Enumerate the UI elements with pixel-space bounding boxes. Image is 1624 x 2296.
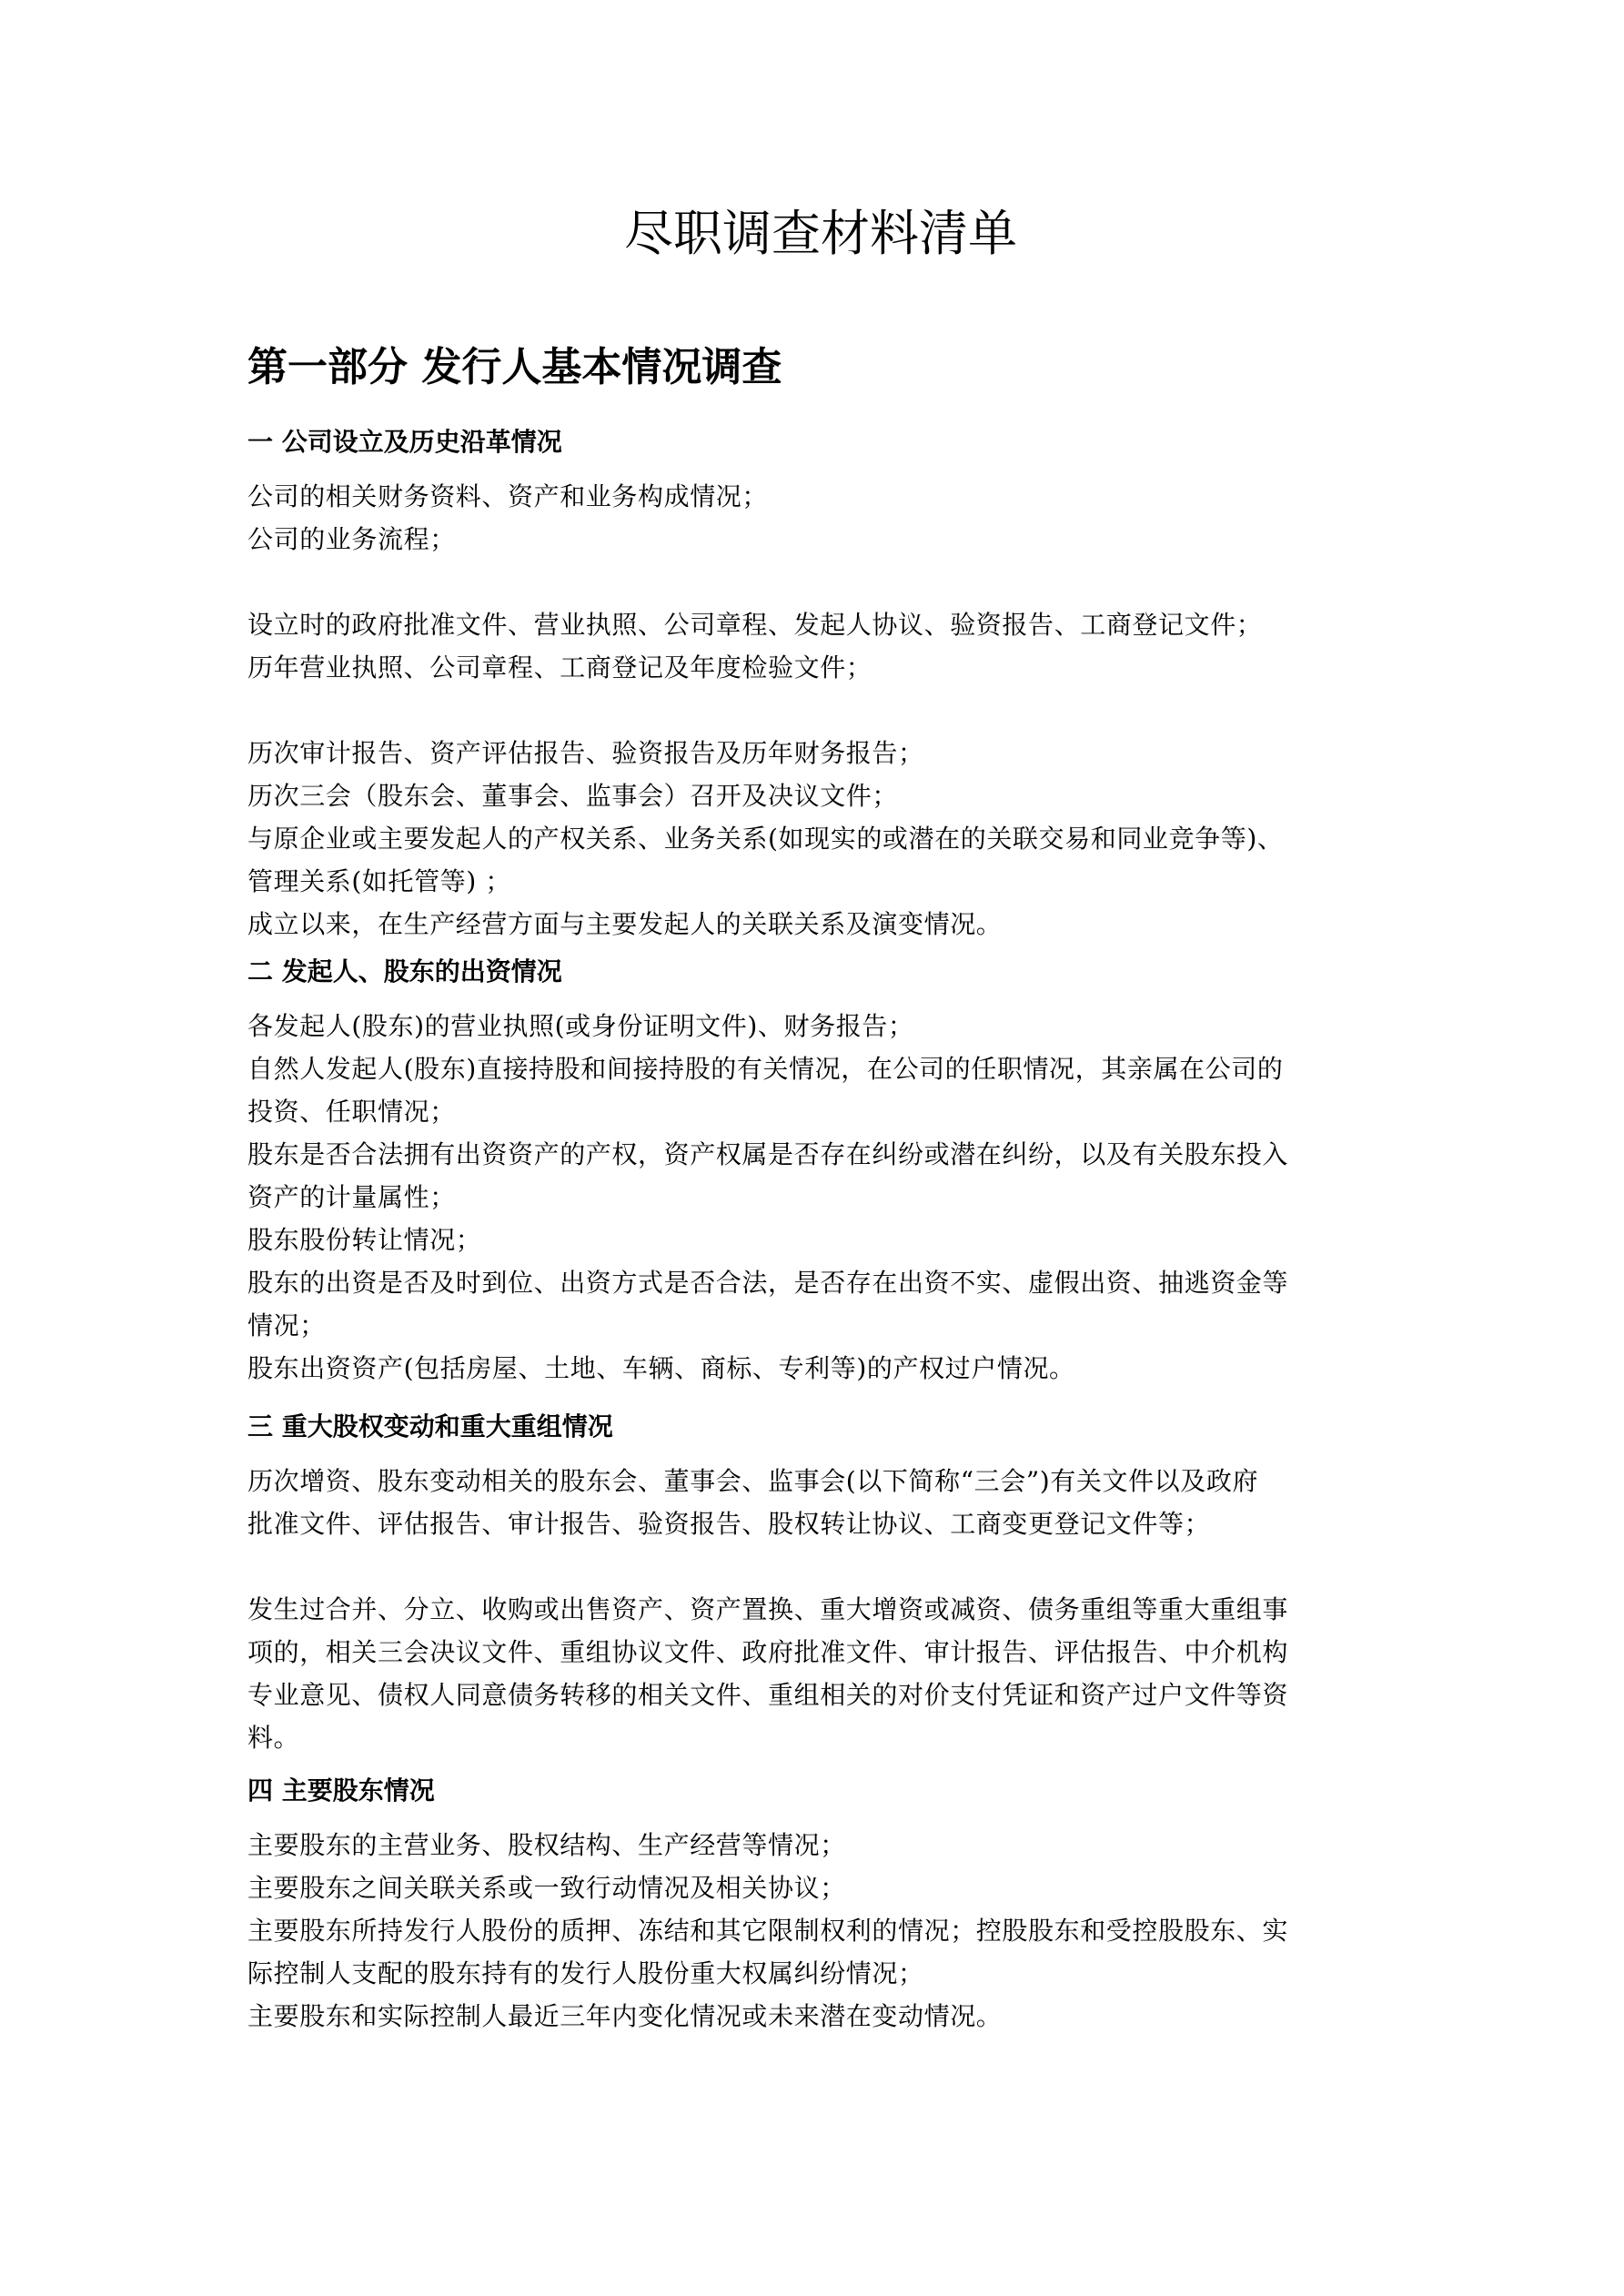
list-item: 历次三会（股东会、董事会、监事会）召开及决议文件； [247,781,899,811]
blank-line [247,561,1394,603]
list-item: 主要股东之间关联关系或一致行动情况及相关协议； [247,1873,846,1903]
list-item: 历次审计报告、资产评估报告、验资报告及历年财务报告； [247,738,924,768]
blank-line [247,1545,1394,1588]
part-title: 第一部分 发行人基本情况调查 [247,344,782,390]
section-heading: 二 发起人、股东的出资情况 [247,956,562,986]
section-body [247,1005,1394,1390]
list-item: 股东是否合法拥有出资资产的产权，资产权属是否存在纠纷或潜在纠纷，以及有关股东投入 [247,1139,1289,1169]
list-item: 主要股东的主营业务、股权结构、生产经营等情况； [247,1830,846,1860]
list-item: 管理关系(如托管等) ； [247,866,511,896]
section-body [247,1824,1394,2038]
list-item: 自然人发起人(股东)直接持股和间接持股的有关情况，在公司的任职情况，其亲属在公司的 [247,1054,1284,1084]
section-body [247,1460,1394,1759]
list-item: 料。 [247,1723,300,1753]
list-item: 各发起人(股东)的营业执照(或身份证明文件)、财务报告； [247,1011,914,1041]
list-item: 公司的相关财务资料、资产和业务构成情况； [247,481,769,511]
section-2 [247,954,1394,1390]
section-3 [247,1409,1394,1759]
section-heading: 一 公司设立及历史沿革情况 [247,427,562,457]
section-heading: 三 重大股权变动和重大重组情况 [247,1411,613,1441]
list-item: 专业意见、债权人同意债务转移的相关文件、重组相关的对价支付凭证和资产过户文件等资 [247,1680,1289,1710]
list-item: 情况； [247,1310,326,1340]
list-item: 发生过合并、分立、收购或出售资产、资产置换、重大增资或减资、债务重组等重大重组事 [247,1594,1289,1624]
list-item: 资产的计量属性； [247,1182,456,1212]
list-item: 际控制人支配的股东持有的发行人股份重大权属纠纷情况； [247,1958,924,1988]
list-item: 主要股东所持发行人股份的质押、冻结和其它限制权利的情况；控股股东和受控股股东、实 [247,1916,1289,1946]
list-item: 项的，相关三会决议文件、重组协议文件、政府批准文件、审计报告、评估报告、中介机构 [247,1637,1289,1667]
list-item: 股东股份转让情况； [247,1225,482,1255]
list-item: 成立以来，在生产经营方面与主要发起人的关联关系及演变情况。 [247,909,1003,939]
list-item: 股东出资资产(包括房屋、土地、车辆、商标、专利等)的产权过户情况。 [247,1353,1075,1383]
list-item: 投资、任职情况； [247,1097,456,1127]
list-item: 历年营业执照、公司章程、工商登记及年度检验文件； [247,652,873,683]
section-1 [247,424,1394,946]
list-item: 历次增资、股东变动相关的股东会、董事会、监事会(以下简称“三会”)有关文件以及政府 [247,1466,1259,1496]
list-item: 设立时的政府批准文件、营业执照、公司章程、发起人协议、验资报告、工商登记文件； [247,610,1263,640]
section-body [247,475,1394,946]
section-heading: 四 主要股东情况 [247,1775,435,1805]
list-item: 公司的业务流程； [247,524,456,554]
list-item: 批准文件、评估报告、审计报告、验资报告、股权转让协议、工商变更登记文件等； [247,1509,1211,1539]
document-title: 尽职调查材料清单 [624,205,1017,262]
list-item: 与原企业或主要发起人的产权关系、业务关系(如现实的或潜在的关联交易和同业竞争等)、 [247,824,1284,854]
list-item: 主要股东和实际控制人最近三年内变化情况或未来潜在变动情况。 [247,2001,1003,2031]
blank-line [247,689,1394,732]
list-item: 股东的出资是否及时到位、出资方式是否合法，是否存在出资不实、虚假出资、抽逃资金等 [247,1268,1289,1298]
section-4 [247,1773,1394,2038]
